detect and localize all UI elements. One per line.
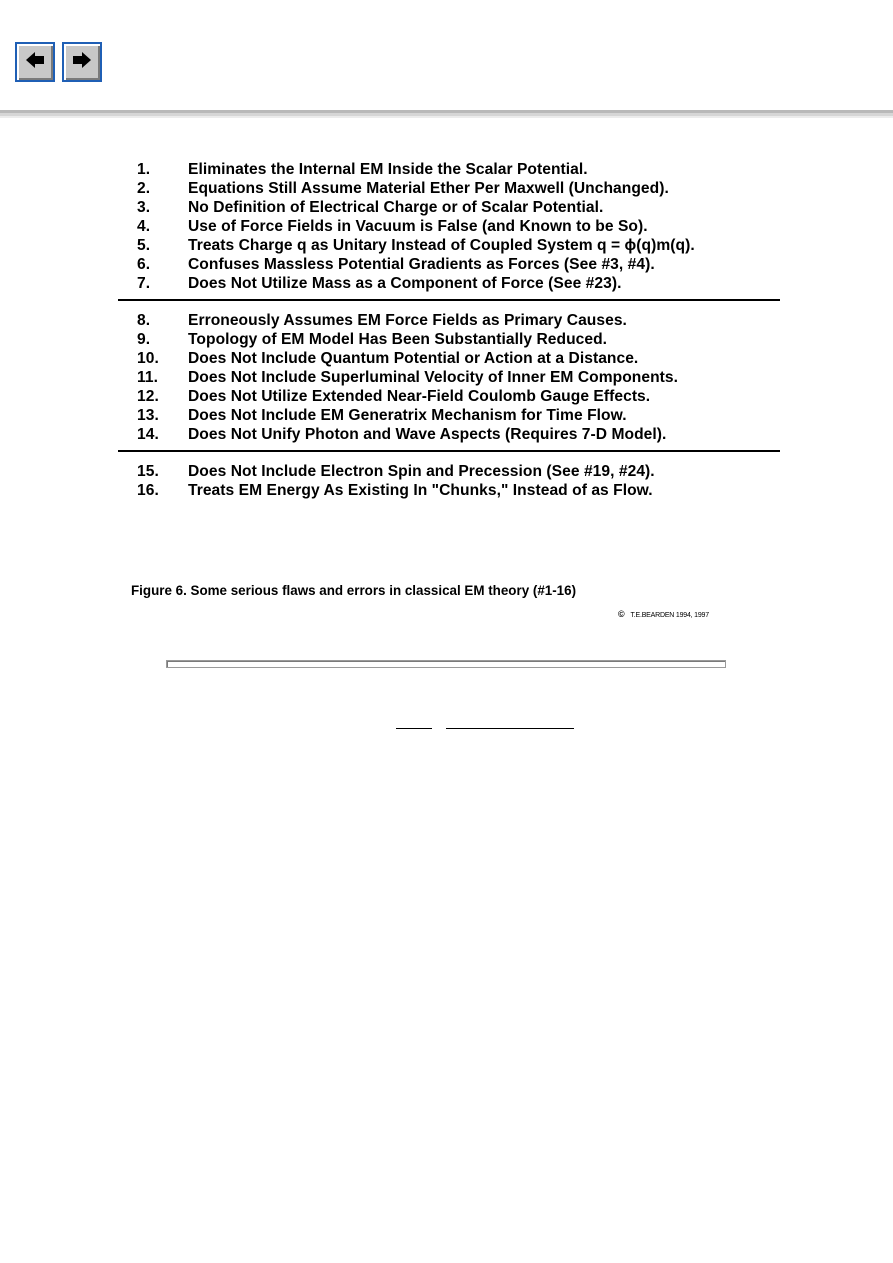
flaw-number: 4. (137, 218, 151, 235)
flaw-text: Does Not Utilize Extended Near-Field Coulomb Gauge Effects. (188, 388, 651, 405)
flaw-item (118, 311, 780, 330)
flaw-item (118, 387, 780, 406)
flaw-number: 1. (137, 161, 151, 178)
flaw-number: 10. (137, 350, 159, 367)
flaw-text: Confuses Massless Potential Gradients as Forces (See #3, #4). (188, 256, 655, 273)
flaw-text: Does Not Utilize Mass as a Component of Force (See #23). (188, 275, 622, 292)
forward-button[interactable] (62, 42, 102, 82)
footer-link-1[interactable] (396, 716, 432, 729)
flaw-item (118, 198, 780, 217)
flaw-text: Does Not Include EM Generatrix Mechanism for Time Flow. (188, 407, 627, 424)
flaw-text: Does Not Include Electron Spin and Precession (See #19, #24). (188, 463, 655, 480)
bottom-divider (166, 660, 726, 668)
flaw-item (118, 406, 780, 425)
flaw-text: Does Not Include Quantum Potential or Action at a Distance. (188, 350, 639, 367)
flaw-text: Does Not Include Superluminal Velocity of Inner EM Components. (188, 369, 679, 386)
flaw-text: Eliminates the Internal EM Inside the Scalar Potential. (188, 161, 588, 178)
flaw-number: 3. (137, 199, 151, 216)
flaw-text: Equations Still Assume Material Ether Per Maxwell (Unchanged). (188, 180, 669, 197)
flaw-number: 8. (137, 312, 151, 329)
flaw-number: 15. (137, 463, 159, 480)
flaw-text: Topology of EM Model Has Been Substantially Reduced. (188, 331, 608, 348)
group-separator (118, 450, 780, 452)
flaw-item (118, 349, 780, 368)
flaw-text: Treats EM Energy As Existing In "Chunks," Instead of as Flow. (188, 482, 653, 499)
flaw-text: Use of Force Fields in Vacuum is False (and Known to be So). (188, 218, 648, 235)
copyright-symbol: © (618, 609, 625, 619)
flaw-text: Erroneously Assumes EM Force Fields as Primary Causes. (188, 312, 627, 329)
flaw-item (118, 274, 780, 293)
flaw-number: 5. (137, 237, 151, 254)
flaw-item (118, 425, 780, 444)
flaw-text: Treats Charge q as Unitary Instead of Coupled System q = ϕ(q)m(q). (188, 237, 695, 254)
flaw-list (118, 160, 780, 500)
flaw-item (118, 462, 780, 481)
flaw-item (118, 481, 780, 500)
flaw-text: No Definition of Electrical Charge or of Scalar Potential. (188, 199, 604, 216)
flaw-item (118, 255, 780, 274)
flaw-item (118, 330, 780, 349)
back-button[interactable] (15, 42, 55, 82)
flaw-number: 12. (137, 388, 159, 405)
flaw-text: Does Not Unify Photon and Wave Aspects (Requires 7-D Model). (188, 426, 667, 443)
flaw-number: 11. (137, 369, 158, 386)
flaw-number: 13. (137, 407, 159, 424)
flaw-item (118, 217, 780, 236)
figure-caption: Figure 6. Some serious flaws and errors in classical EM theory (#1-16) (131, 583, 577, 598)
flaw-item (118, 236, 780, 255)
footer-link-2[interactable] (446, 716, 574, 729)
flaw-number: 2. (137, 180, 151, 197)
flaw-item (118, 179, 780, 198)
flaw-number: 9. (137, 331, 151, 348)
arrow-right-icon (72, 51, 92, 74)
flaw-number: 6. (137, 256, 151, 273)
flaw-item (118, 160, 780, 179)
group-separator (118, 299, 780, 301)
copyright-text: T.E.BEARDEN 1994, 1997 (630, 612, 709, 619)
flaw-number: 7. (137, 275, 151, 292)
top-divider (0, 110, 893, 118)
flaw-number: 16. (137, 482, 159, 499)
flaw-number: 14. (137, 426, 159, 443)
flaw-item (118, 368, 780, 387)
copyright-notice (618, 609, 709, 619)
arrow-left-icon (25, 51, 45, 74)
